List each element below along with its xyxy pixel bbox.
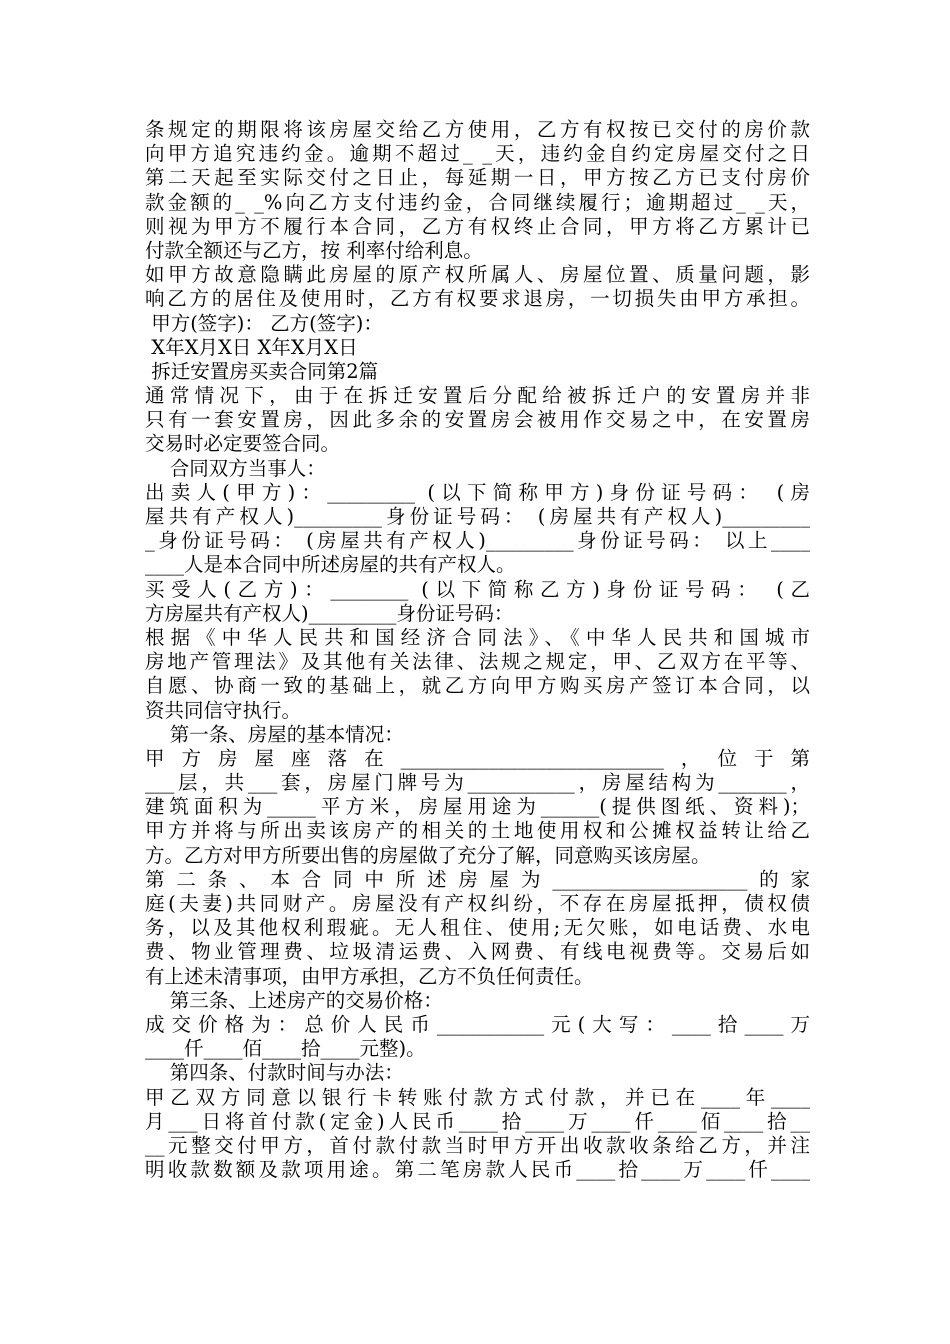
text-line: 只有一套安置房，因此多余的安置房会被用作交易之中，在安置房 — [145, 408, 810, 432]
text-line: 有上述未清事项，由甲方承担，乙方不负任何责任。 — [145, 964, 594, 988]
document-page — [145, 118, 810, 1182]
text-line: 合同双方当事人： — [145, 456, 326, 480]
text-line: 响乙方的居住及使用时，乙方有权要求退房，一切损失由甲方承担。 — [145, 287, 810, 311]
text-line: 明收款数额及款项用途。第二笔房款人民币____拾____万____仟____ — [145, 1158, 810, 1182]
text-line: 自愿、协商一致的基础上，就乙方向甲方购买房产签订本合同，以 — [145, 674, 810, 698]
text-line: 房地产管理法》及其他有关法律、法规之规定，甲、乙双方在平等、 — [145, 650, 810, 674]
text-line: 甲方并将与所出卖该房产的相关的土地使用权和公摊权益转让给乙 — [145, 819, 810, 843]
text-line: __元整交付甲方，首付款付款当时甲方开出收款收条给乙方，并注 — [145, 1133, 810, 1157]
text-line: 款金额的_ _%向乙方支付违约金，合同继续履行；逾期超过_ _天， — [145, 190, 810, 214]
text-line: 则视为甲方不履行本合同，乙方有权终止合同，甲方将乙方累计已 — [145, 214, 810, 238]
section-title: 拆迁安置房买卖合同第2篇 — [145, 359, 379, 383]
text-line: 务，以及其他权利瑕疵。无人租住、使用;无欠账，如电话费、水电 — [145, 916, 810, 940]
text-line: 买受人(乙方)：________ (以下简称乙方)身份证号码： (乙 — [145, 577, 810, 601]
text-line: ____人是本合同中所述房屋的共有产权人。 — [145, 553, 516, 577]
text-line: 第二天起至实际交付之日止，每延期一日，甲方按乙方已支付房价 — [145, 166, 810, 190]
text-line: 付款全额还与乙方，按 利率付给利息。 — [145, 238, 483, 262]
text-line: 月___日将首付款(定金)人民币____拾____万____仟____佰____拾__ — [145, 1109, 810, 1133]
text-line: 如甲方故意隐瞒此房屋的原产权所属人、房屋位置、质量问题，影 — [145, 263, 810, 287]
text-line: 甲方房屋座落在___________________________，位于第 — [145, 746, 810, 770]
text-line: 资共同信守执行。 — [145, 698, 302, 722]
text-line: _身份证号码： (房屋共有产权人)_________身份证号码： 以上____ — [145, 529, 810, 553]
text-line: 交易时必定要签合同。 — [145, 432, 341, 456]
text-line: 第二条、本合同中所述房屋为____________________的家 — [145, 867, 810, 891]
text-line: 条规定的期限将该房屋交给乙方使用，乙方有权按已交付的房价款 — [145, 118, 810, 141]
date-line: X年X月X日 X年X月X日 — [145, 335, 358, 359]
text-line: ____仟____佰____拾____元整)。 — [145, 1037, 426, 1061]
text-line: 庭(夫妻)共同财产。房屋没有产权纠纷，不存在房屋抵押，债权债 — [145, 892, 810, 915]
text-line: ___层，共___套，房屋门牌号为___________，房屋结构为_______， — [145, 771, 810, 795]
text-line: 第一条、房屋的基本情况： — [145, 722, 404, 746]
signature-line: 甲方(签字)： 乙方(签字)： — [145, 311, 383, 335]
text-line: 建筑面积为_____平方米，房屋用途为______(提供图纸、资料)； — [145, 795, 810, 819]
text-line: 出卖人(甲方)：_________ (以下简称甲方)身份证号码： (房 — [145, 480, 810, 504]
text-line: 成交价格为：总价人民币___________元(大写：____拾____万 — [145, 1012, 810, 1036]
text-line: 根据《中华人民共和国经济合同法》、《中华人民共和国城市 — [145, 625, 810, 649]
text-line: 向甲方追究违约金。逾期不超过_ _天，违约金自约定房屋交付之日 — [145, 142, 810, 166]
text-line: 屋共有产权人)_________身份证号码： (房屋共有产权人)_________ — [145, 505, 810, 528]
text-line: 费、物业管理费、垃圾清运费、入网费、有线电视费等。交易后如 — [145, 940, 810, 964]
text-line: 第三条、上述房产的交易价格： — [145, 988, 443, 1012]
text-line: 甲乙双方同意以银行卡转账付款方式付款，并已在____年____ — [145, 1085, 810, 1109]
text-line: 通常情况下，由于在拆迁安置后分配给被拆迁户的安置房并非 — [145, 384, 810, 408]
text-line: 方房屋共有产权人)_________身份证号码： — [145, 601, 514, 625]
text-line: 方。乙方对甲方所要出售的房屋做了充分了解，同意购买该房屋。 — [145, 843, 711, 867]
text-line: 第四条、付款时间与办法： — [145, 1061, 404, 1085]
